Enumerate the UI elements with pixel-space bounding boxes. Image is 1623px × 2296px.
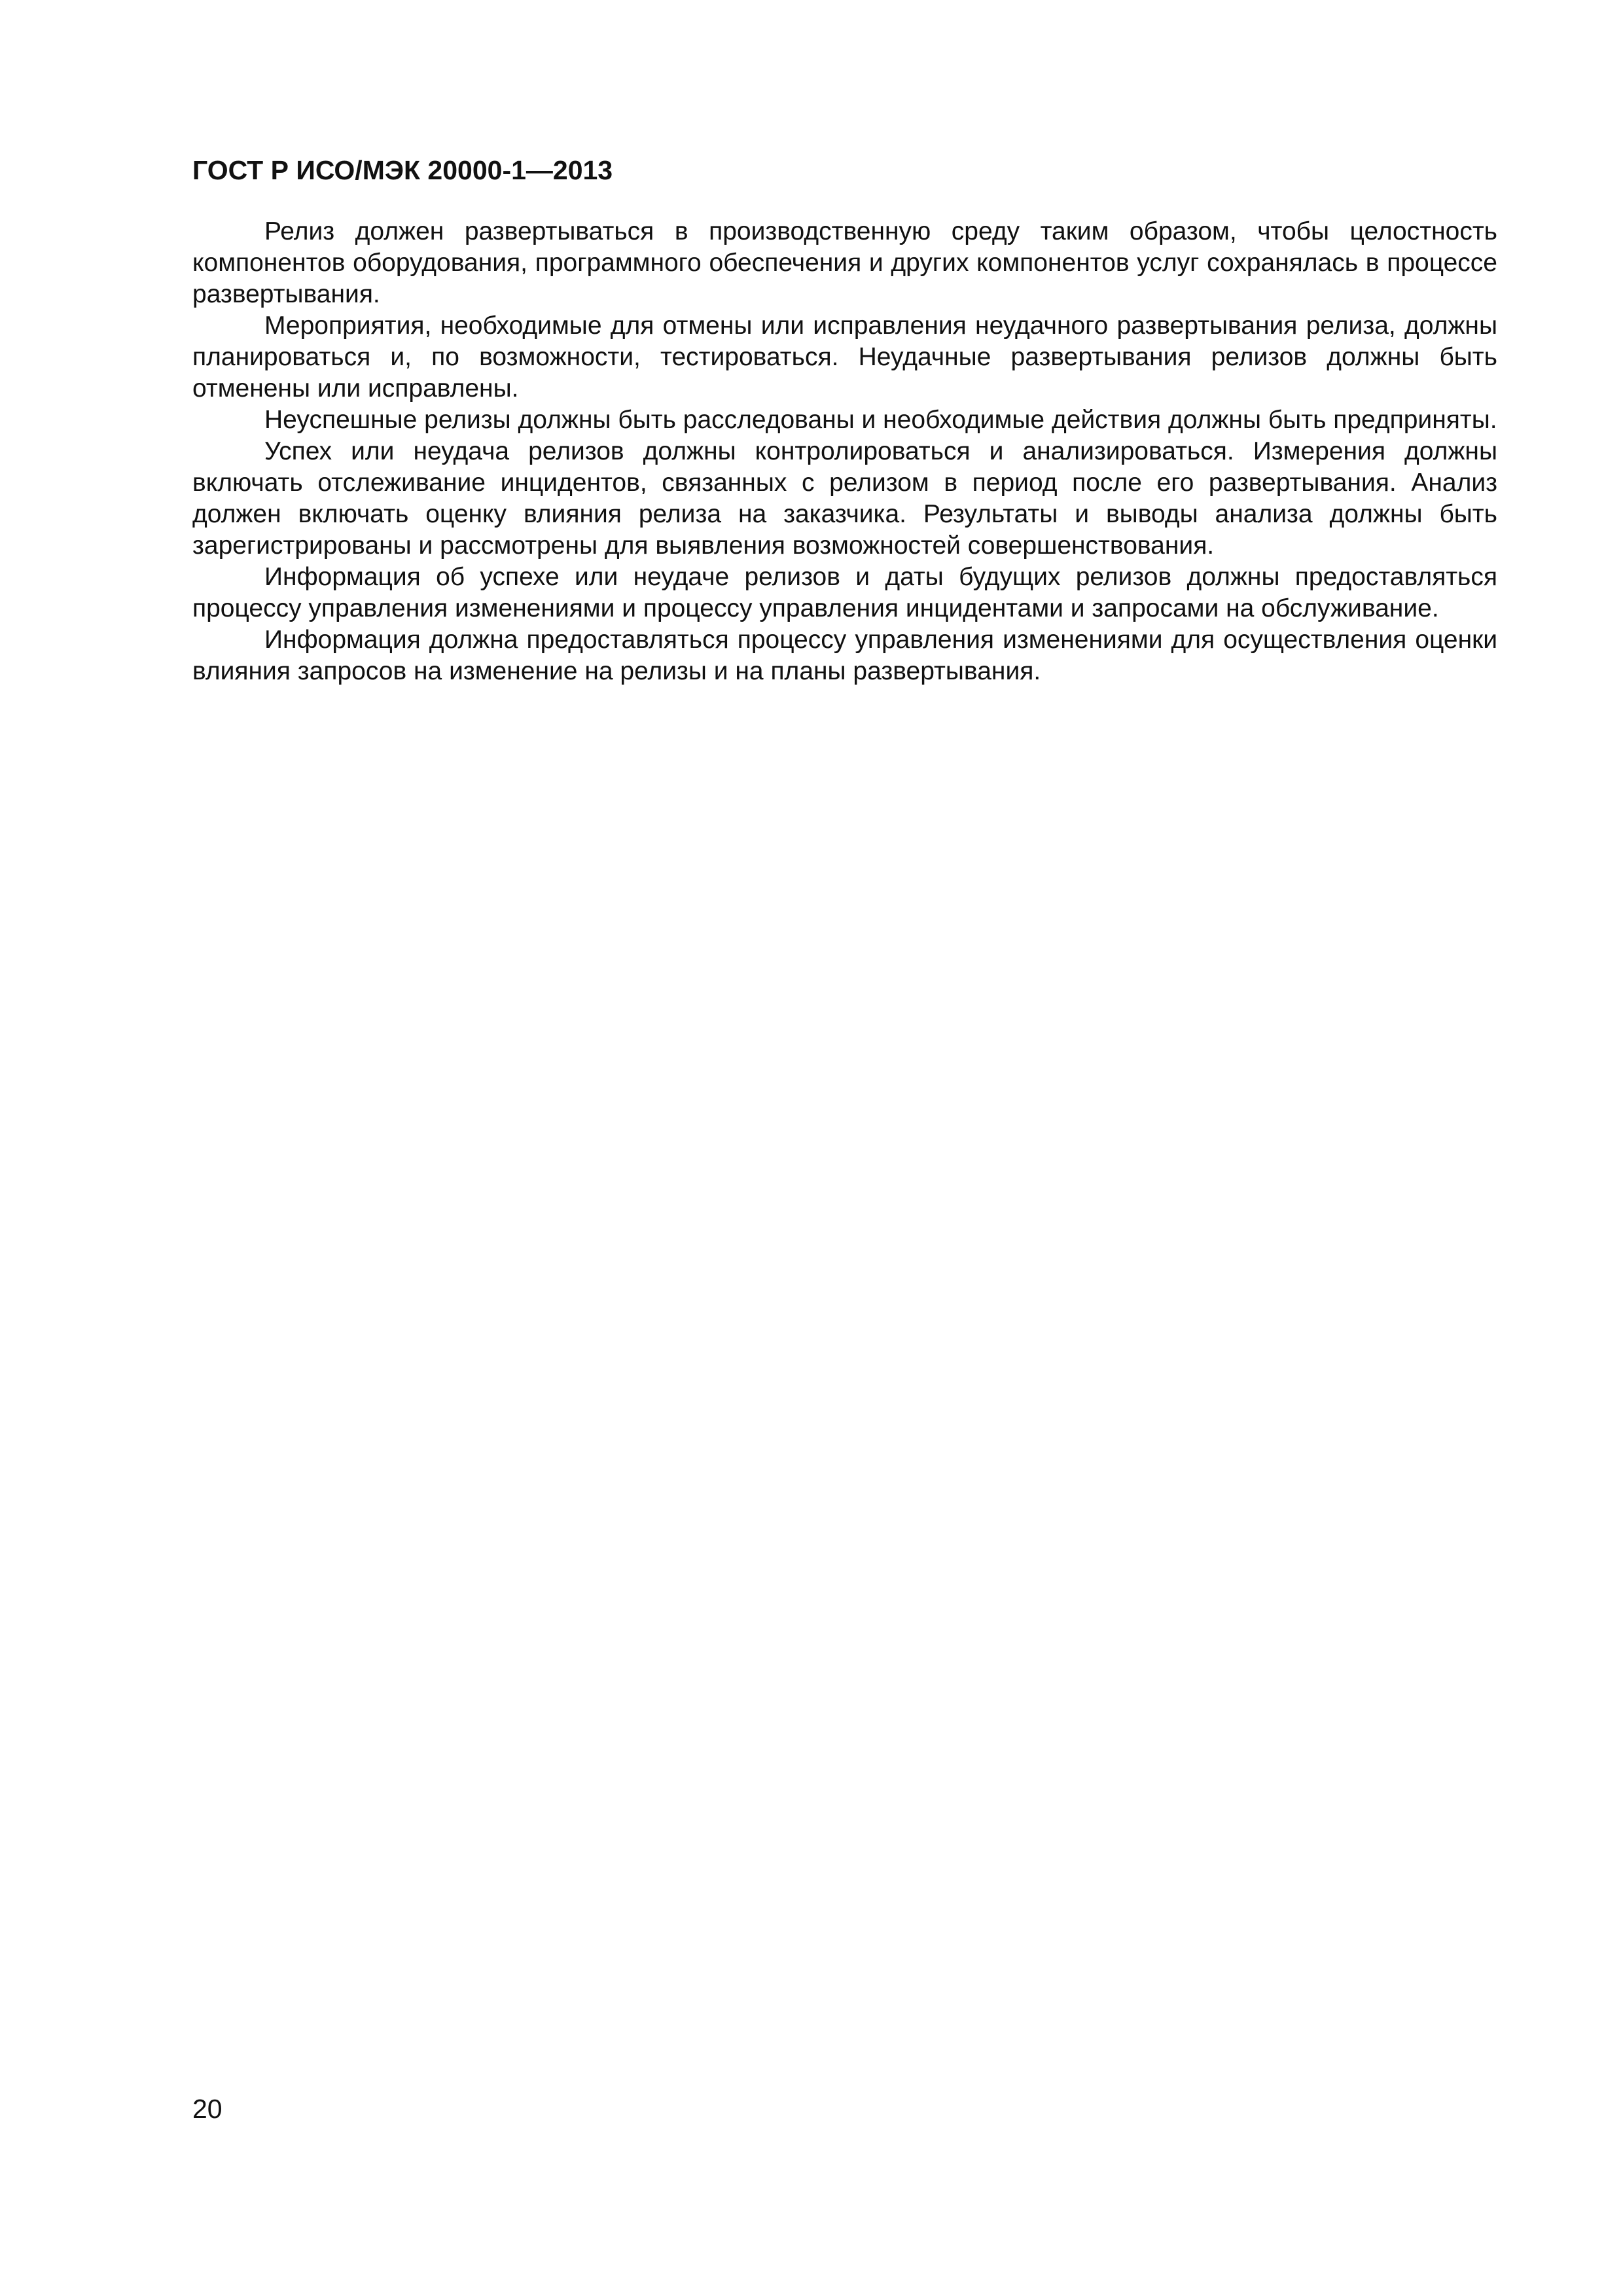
- paragraph-change-management-info: Информация должна предоставляться процессу управления изменениями для осуществления оценки влияния запросов на изменение на релизы и на планы развертывания.: [192, 626, 1497, 685]
- paragraph-release-monitoring: Успех или неудача релизов должны контролироваться и анализироваться. Измерения должны включать отслеживание инцидентов, связанных с релизом в период после его развертывания. Анализ должен включать оценку влияния релиза на заказчика. Результаты и выводы анализа должны быть зарегистрированы и рассмотрены для выявления возможностей совершенствования.: [192, 437, 1497, 560]
- paragraph-release-information: Информация об успехе или неудаче релизов и даты будущих релизов должны предоставляться процессу управления изменениями и процессу управления инцидентами и запросами на обслуживание.: [192, 563, 1497, 622]
- document-header: ГОСТ Р ИСО/МЭК 20000-1—2013: [192, 155, 613, 185]
- paragraph-unsuccessful-releases: Неуспешные релизы должны быть расследованы и необходимые действия должны быть предприняты.: [264, 406, 1497, 434]
- body-text: [192, 216, 1497, 687]
- paragraph-rollback-measures: Мероприятия, необходимые для отмены или исправления неудачного развертывания релиза, должны планироваться и, по возможности, тестироваться. Неудачные развертывания релизов должны быть отменены или исправлены.: [192, 312, 1497, 403]
- page-number: 20: [192, 2094, 223, 2124]
- paragraph-release-deployment: Релиз должен развертываться в производственную среду таким образом, чтобы целостность компонентов оборудования, программного обеспечения и других компонентов услуг сохранялась в процессе развертывания.: [192, 217, 1497, 308]
